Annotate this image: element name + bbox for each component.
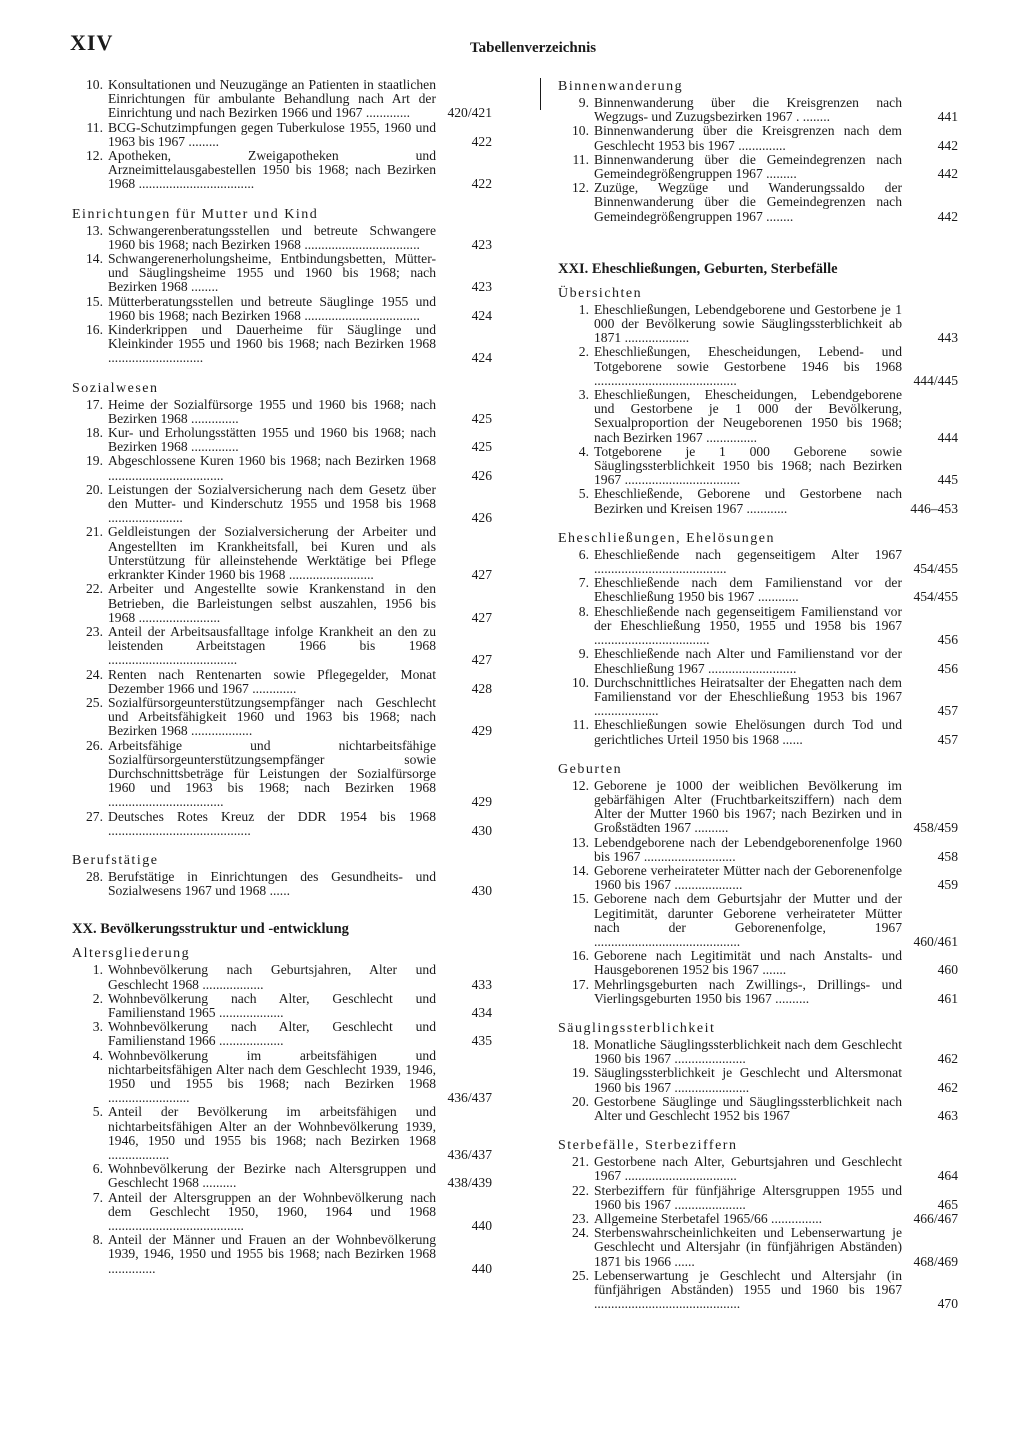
toc-entry: [72, 483, 492, 526]
toc-entry: [72, 696, 492, 739]
toc-section-sterbefaelle-sterbeziffern: [558, 1137, 958, 1311]
entry-title: Eheschließende nach Alter und Familienstand vor der Eheschließung 1967 ..........................: [594, 646, 902, 676]
entry-title: Deutsches Rotes Kreuz der DDR 1954 bis 1968 ..........................................: [108, 808, 436, 838]
part-title: XX. Bevölkerungsstruktur und -entwicklung: [72, 921, 349, 938]
entry-number: 8.: [92, 1232, 103, 1248]
entry-number: 3.: [578, 387, 589, 403]
toc-section-einrichtungen-fuer-mutter-und-kind: [72, 206, 492, 366]
entry-number: 28.: [86, 868, 103, 884]
entry-title: Wohnbevölkerung nach Alter, Geschlecht und Familienstand 1966 ...................: [108, 1019, 436, 1049]
entry-title: Heime der Sozialfürsorge 1955 und 1960 bis 1968; nach Bezirken 1968 ..............: [108, 396, 436, 426]
entry-title: Binnenwanderung über die Kreisgrenzen nach Wegzugs- und Zuzugsbezirken 1967 . ........: [594, 95, 902, 125]
entry-title: Apotheken, Zweigapotheken und Arzneimittelausgabestellen 1950 bis 1968; nach Bezirken 1968 ..................................: [108, 148, 436, 192]
toc-entry: [72, 668, 492, 696]
entry-page-number: 423: [471, 236, 492, 252]
entry-page-number: 466/467: [913, 1211, 958, 1226]
toc-entry: [72, 810, 492, 838]
toc-entry: [558, 1038, 958, 1066]
running-title: Tabellenverzeichnis: [470, 40, 597, 56]
entry-title: Mütterberatungsstellen und betreute Säuglinge 1955 und 1960 bis 1968; nach Bezirken 1968 ..................................: [108, 293, 436, 323]
group-title: Binnenwanderung: [558, 79, 684, 94]
entry-page-number: 420/421: [447, 105, 492, 121]
entry-title: Lebendgeborene nach der Lebendgeborenenfolge 1960 bis 1967 ...........................: [594, 834, 902, 864]
entry-number: 14.: [572, 862, 589, 878]
toc-entry: [558, 445, 958, 488]
entry-title: Eheschließende nach dem Familienstand vor der Eheschließung 1950 bis 1967 ............: [594, 575, 902, 605]
entry-page-number: 454/455: [913, 589, 958, 605]
page-number: XIV: [70, 30, 114, 55]
toc-entry: [72, 582, 492, 625]
entry-number: 6.: [578, 546, 589, 562]
group-title: Eheschließungen, Ehelösungen: [558, 530, 775, 546]
toc-entry: [72, 992, 492, 1020]
toc-entry: [558, 124, 958, 152]
entry-page-number: 427: [471, 652, 492, 668]
entry-page-number: 470: [937, 1296, 958, 1312]
toc-entry: [558, 1269, 958, 1312]
toc-entry: [558, 1095, 958, 1123]
toc-entry: [558, 864, 958, 892]
entry-title: Totgeborene je 1 000 Geborene sowie Säuglingssterblichkeit 1950 bis 1968; nach Bezirken 1967 ..................................: [594, 443, 902, 488]
entry-number: 27.: [86, 808, 103, 824]
entry-page-number: 459: [937, 877, 958, 893]
toc-entry: [72, 224, 492, 252]
entry-number: 22.: [86, 581, 103, 597]
entry-page-number: 427: [471, 567, 492, 583]
entry-page-number: 438/439: [447, 1175, 492, 1191]
toc-entry: [558, 647, 958, 675]
entry-title: Zuzüge, Wegzüge und Wanderungssaldo der Binnenwanderung über die Gemeindegrenzen nach Gemeindegrößengruppen 1967 ........: [594, 180, 902, 224]
entry-title: Geborene je 1000 der weiblichen Bevölkerung im gebärfähigen Alter (Fruchtbarkeitsziffern) nach dem Alter der Mutter 1960 bis 1967; nach Bezirken und in Großstädten 1967 ..........: [594, 777, 902, 836]
entry-page-number: 441: [937, 109, 958, 125]
entry-page-number: 440: [471, 1218, 492, 1234]
entry-page-number: 457: [937, 731, 958, 747]
entry-number: 4.: [92, 1047, 103, 1063]
toc-entry: [558, 388, 958, 445]
toc-entry: [558, 676, 958, 719]
toc-entry: [558, 303, 958, 346]
entry-number: 19.: [86, 453, 103, 469]
entry-title: Geborene nach dem Geburtsjahr der Mutter und der Legitimität, darunter Geborene verheirateter Mütter nach der Geborenenfolge, 1967 ...........................................: [594, 891, 902, 949]
entry-page-number: 424: [471, 307, 492, 323]
entry-page-number: 442: [937, 166, 958, 182]
entry-page-number: 440: [471, 1260, 492, 1276]
toc-entry: [558, 836, 958, 864]
entry-page-number: 429: [471, 794, 492, 810]
entry-page-number: 444/445: [913, 372, 958, 388]
toc-section-berufstaetige: [72, 852, 492, 898]
entry-number: 21.: [572, 1154, 589, 1170]
entry-page-number: 442: [937, 137, 958, 153]
toc-section-altersgliederung: [72, 920, 492, 1275]
toc-entry: [72, 78, 492, 121]
toc-entry: [72, 1162, 492, 1190]
toc-entry: [72, 1105, 492, 1162]
entry-number: 10.: [572, 123, 589, 139]
toc-entry: [72, 149, 492, 192]
entry-number: 18.: [86, 425, 103, 441]
entry-title: Geldleistungen der Sozialversicherung der Arbeiter und Angestellten im Krankheitsfall, bei Kuren und als Unterstützung für alleinstehende Werktätige bei Pflege erkrankter Kinder 1960 bis 1968 .........................: [108, 524, 436, 583]
entry-page-number: 434: [471, 1004, 492, 1020]
toc-section-geburten: [558, 761, 958, 1006]
group-title: Übersichten: [558, 285, 643, 301]
entry-title: Monatliche Säuglingssterblichkeit nach dem Geschlecht 1960 bis 1967 .....................: [594, 1036, 902, 1067]
entry-title: Abgeschlossene Kuren 1960 bis 1968; nach Bezirken 1968 ..................................: [108, 453, 436, 483]
entry-page-number: 430: [471, 822, 492, 838]
entry-title: Leistungen der Sozialversicherung nach dem Gesetz über den Mutter- und Kinderschutz 1955 und 1958 bis 1968 ......................: [108, 481, 436, 526]
entry-number: 5.: [92, 1104, 103, 1120]
entry-page-number: 428: [471, 680, 492, 696]
entry-page-number: 436/437: [447, 1090, 492, 1106]
entry-page-number: 442: [937, 208, 958, 224]
group-title: Säuglingssterblichkeit: [558, 1020, 716, 1036]
toc-entry: [558, 718, 958, 746]
entry-title: Eheschließende, Geborene und Gestorbene nach Bezirken und Kreisen 1967 ............: [594, 486, 902, 516]
entry-title: Mehrlingsgeburten nach Zwillings-, Drillings- und Vierlingsgeburten 1950 bis 1967 ..........: [594, 976, 902, 1006]
toc-entry: [558, 181, 958, 224]
toc-entry: [558, 605, 958, 648]
entry-page-number: 445: [937, 472, 958, 488]
toc-entry: [72, 398, 492, 426]
entry-number: 20.: [572, 1093, 589, 1109]
entry-page-number: 462: [937, 1051, 958, 1067]
entry-title: Sozialfürsorgeunterstützungsempfänger nach Geschlecht und Arbeitsfähigkeit 1960 und 1963 bis 1968; nach Bezirken 1968 ..................: [108, 694, 436, 739]
entry-number: 8.: [578, 603, 589, 619]
toc-entry: [72, 625, 492, 668]
entry-number: 10.: [86, 77, 103, 92]
entry-page-number: 427: [471, 609, 492, 625]
toc-entry: [558, 1155, 958, 1183]
entry-title: Eheschließende nach gegenseitigem Familienstand vor der Eheschließung 1950, 1955 und 1958 bis 1967 ..................................: [594, 603, 902, 648]
entry-number: 11.: [572, 717, 589, 733]
entry-title: Binnenwanderung über die Gemeindegrenzen nach Gemeindegrößengruppen 1967 .........: [594, 151, 902, 182]
entry-number: 16.: [572, 948, 589, 964]
entry-page-number: 435: [471, 1033, 492, 1049]
entry-page-number: 444: [937, 429, 958, 445]
entry-number: 23.: [572, 1211, 589, 1226]
toc-section-binnenwanderung: [558, 78, 958, 224]
entry-title: Renten nach Rentenarten sowie Pflegegelder, Monat Dezember 1966 und 1967 .............: [108, 666, 436, 696]
entry-page-number: 468/469: [913, 1253, 958, 1269]
entry-number: 6.: [92, 1161, 103, 1177]
entry-number: 14.: [86, 251, 103, 267]
entry-number: 25.: [572, 1267, 589, 1283]
toc-entry: [72, 1020, 492, 1048]
entry-page-number: 464: [937, 1168, 958, 1184]
entry-page-number: 463: [937, 1107, 958, 1123]
entry-title: Schwangerenerholungsheime, Entbindungsbetten, Mütter- und Säuglingsheime 1955 und 1960 bis 1968; nach Bezirken 1968 ........: [108, 251, 436, 295]
toc-entry: [72, 252, 492, 295]
toc-entry: [558, 548, 958, 576]
column-divider: [540, 78, 541, 110]
toc-entry: [72, 870, 492, 898]
toc-entry: [558, 345, 958, 388]
toc-section-saeuglingssterblichkeit: [558, 1020, 958, 1123]
toc-entry: [558, 978, 958, 1006]
entry-page-number: 458: [937, 848, 958, 864]
toc-entry: [558, 1212, 958, 1226]
entry-number: 20.: [86, 481, 103, 497]
toc-entry: [558, 892, 958, 949]
entry-title: Binnenwanderung über die Kreisgrenzen nach dem Geschlecht 1953 bis 1967 ..............: [594, 123, 902, 153]
toc-entry: [72, 1049, 492, 1106]
entry-page-number: 456: [937, 632, 958, 648]
toc-entry: [558, 779, 958, 836]
entry-number: 17.: [86, 396, 103, 412]
entry-number: 9.: [578, 646, 589, 662]
entry-page-number: 423: [471, 279, 492, 295]
group-title: Sozialwesen: [72, 380, 159, 396]
entry-number: 15.: [572, 891, 589, 907]
group-title: Berufstätige: [72, 852, 159, 868]
entry-title: Eheschließungen, Lebendgeborene und Gestorbene je 1 000 der Bevölkerung sowie Säuglingssterblichkeit ab 1871 ...................: [594, 301, 902, 346]
entry-title: Kinderkrippen und Dauerheime für Säuglinge und Kleinkinder 1955 und 1960 bis 1968; nach Bezirken 1968 ............................: [108, 322, 436, 366]
toc-entry: [72, 426, 492, 454]
entry-number: 5.: [578, 486, 589, 502]
entry-title: Eheschließende nach gegenseitigem Alter 1967 .......................................: [594, 546, 902, 577]
entry-title: Kur- und Erholungsstätten 1955 und 1960 bis 1968; nach Bezirken 1968 ..............: [108, 425, 436, 455]
entry-title: Eheschließungen sowie Ehelösungen durch Tod und gerichtliches Urteil 1950 bis 1968 ......: [594, 717, 902, 747]
group-title: Geburten: [558, 761, 623, 777]
entry-title: Anteil der Männer und Frauen an der Wohnbevölkerung 1939, 1946, 1950 und 1955 bis 1968; nach Bezirken 1968 ..............: [108, 1232, 436, 1276]
toc-entry: [72, 963, 492, 991]
entry-page-number: 443: [937, 330, 958, 346]
entry-title: BCG-Schutzimpfungen gegen Tuberkulose 1955, 1960 und 1963 bis 1967 .........: [108, 119, 436, 149]
entry-title: Durchschnittliches Heiratsalter der Ehegatten nach dem Familienstand vor der Eheschließung 1953 bis 1967 ...................: [594, 674, 902, 719]
toc-entry: [72, 295, 492, 323]
entry-page-number: 457: [937, 703, 958, 719]
entry-number: 13.: [86, 222, 103, 238]
entry-page-number: 426: [471, 467, 492, 483]
group-title: Einrichtungen für Mutter und Kind: [72, 206, 319, 222]
entry-number: 24.: [572, 1225, 589, 1241]
toc-entry: [72, 525, 492, 582]
entry-page-number: 446–453: [910, 500, 958, 516]
entry-title: Gestorbene Säuglinge und Säuglingssterblichkeit nach Alter und Geschlecht 1952 bis 1967: [594, 1093, 902, 1123]
entry-page-number: 433: [471, 976, 492, 992]
entry-page-number: 424: [471, 350, 492, 366]
toc-entry: [558, 153, 958, 181]
entry-page-number: 458/459: [913, 820, 958, 836]
entry-title: Berufstätige in Einrichtungen des Gesundheits- und Sozialwesens 1967 und 1968 ......: [108, 868, 436, 899]
entry-title: Säuglingssterblichkeit je Geschlecht und Altersmonat 1960 bis 1967 ......................: [594, 1065, 902, 1095]
entry-number: 11.: [86, 119, 103, 135]
toc-entry: [72, 739, 492, 810]
entry-page-number: 460/461: [913, 933, 958, 949]
entry-title: Sterbeziffern für fünfjährige Altersgruppen 1955 und 1960 bis 1967 .....................: [594, 1182, 902, 1212]
entry-title: Gestorbene nach Alter, Geburtsjahren und Geschlecht 1967 .................................: [594, 1154, 902, 1184]
entry-number: 1.: [92, 962, 103, 978]
entry-number: 2.: [92, 990, 103, 1006]
entry-title: Wohnbevölkerung nach Alter, Geschlecht und Familienstand 1965 ...................: [108, 990, 436, 1020]
toc-entry: [72, 1191, 492, 1234]
toc-entry: [558, 487, 958, 515]
entry-number: 12.: [572, 180, 589, 196]
entry-number: 17.: [572, 976, 589, 992]
toc-entry: [558, 96, 958, 124]
entry-title: Schwangerenberatungsstellen und betreute Schwangere 1960 bis 1968; nach Bezirken 1968 ..................................: [108, 222, 436, 252]
entry-title: Geborene verheirateter Mütter nach der Geborenenfolge 1960 bis 1967 ....................: [594, 862, 902, 893]
entry-page-number: 425: [471, 439, 492, 455]
entry-number: 12.: [572, 777, 589, 793]
part-title: XXI. Eheschließungen, Geburten, Sterbefälle: [558, 260, 838, 277]
entry-number: 9.: [578, 95, 589, 110]
entry-title: Konsultationen und Neuzugänge an Patienten in staatlichen Einrichtungen für ambulante Behandlung nach Art der Einrichtung und nach Bezirken 1966 und 1967 .............: [108, 77, 436, 121]
toc-entry: [558, 1184, 958, 1212]
entry-page-number: 425: [471, 410, 492, 426]
entry-page-number: 422: [471, 133, 492, 149]
entry-number: 26.: [86, 737, 103, 753]
toc-entry: [558, 1066, 958, 1094]
toc-section-sozialwesen: [72, 380, 492, 838]
entry-page-number: 426: [471, 510, 492, 526]
entry-title: Wohnbevölkerung der Bezirke nach Altersgruppen und Geschlecht 1968 ..........: [108, 1161, 436, 1191]
toc-section-eheschliessungen-eheloesungen: [558, 530, 958, 747]
toc-section-uebersichten: [558, 260, 958, 516]
toc-entry: [558, 576, 958, 604]
toc-entry: [72, 454, 492, 482]
group-title: Altersgliederung: [72, 946, 191, 962]
left-column: [72, 78, 492, 1276]
entry-page-number: 422: [471, 176, 492, 192]
entry-number: 21.: [86, 524, 103, 540]
entry-number: 15.: [86, 293, 103, 309]
entry-title: Lebenserwartung je Geschlecht und Altersjahr (in fünfjährigen Abständen) 1955 und 1960 bis 1967 ...........................................: [594, 1267, 902, 1312]
entry-title: Sterbenswahrscheinlichkeiten und Lebenserwartung je Geschlecht und Altersjahr (in fünfjährigen Abständen) 1871 bis 1966 ......: [594, 1225, 902, 1269]
entry-title: Eheschließungen, Ehescheidungen, Lebend- und Totgeborene sowie Gestorbene 1946 bis 1968 ..........................................: [594, 344, 902, 388]
entry-number: 1.: [578, 301, 589, 317]
entry-number: 7.: [92, 1189, 103, 1205]
entry-page-number: 465: [937, 1196, 958, 1212]
entry-title: Anteil der Bevölkerung im arbeitsfähigen und nichtarbeitsfähigen Alter an der Wohnbevölkerung 1939, 1946, 1950 und 1955 bis 1968; nach Bezirken 1968 ..................: [108, 1104, 436, 1162]
toc-entry: [558, 1226, 958, 1269]
entry-number: 7.: [578, 575, 589, 591]
entry-number: 22.: [572, 1182, 589, 1198]
entry-title: Arbeitsfähige und nichtarbeitsfähige Sozialfürsorgeunterstützungsempfänger sowie Durchschnittsbeträge für Leistungen der Sozialfürsorge 1960 und 1963 bis 1968; nach Bezirken 1968 ..................................: [108, 737, 436, 810]
toc-entry: [72, 323, 492, 366]
entry-number: 10.: [572, 674, 589, 690]
entry-title: Anteil der Arbeitsausfalltage infolge Krankheit an den zu leistenden Arbeitstagen 1966 bis 1968 ......................................: [108, 623, 436, 668]
toc-entry: [72, 1233, 492, 1276]
entry-number: 18.: [572, 1036, 589, 1052]
entry-page-number: 454/455: [913, 561, 958, 577]
entry-number: 4.: [578, 443, 589, 459]
entry-number: 12.: [86, 148, 103, 164]
entry-number: 3.: [92, 1019, 103, 1035]
entry-number: 2.: [578, 344, 589, 360]
entry-title: Anteil der Altersgruppen an der Wohnbevölkerung nach dem Geschlecht 1950, 1960, 1964 und 1968 ........................................: [108, 1189, 436, 1234]
entry-title: Wohnbevölkerung nach Geburtsjahren, Alter und Geschlecht 1968 ..................: [108, 962, 436, 992]
entry-title: Eheschließungen, Ehescheidungen, Lebendgeborene und Gestorbene je 1 000 der Bevölkerung, Sexualproportion der Neugeborenen 1950 bis 1968; nach Bezirken 1967 ...............: [594, 387, 902, 445]
entry-number: 11.: [572, 151, 589, 167]
entry-number: 24.: [86, 666, 103, 682]
right-column: [558, 78, 958, 1311]
entry-page-number: 460: [937, 962, 958, 978]
entry-number: 25.: [86, 694, 103, 710]
entry-page-number: 436/437: [447, 1147, 492, 1162]
entry-title: Allgemeine Sterbetafel 1965/66 ...............: [594, 1211, 823, 1226]
toc-entry: [558, 949, 958, 977]
group-title: Sterbefälle, Sterbeziffern: [558, 1138, 738, 1154]
entry-page-number: 430: [471, 883, 492, 899]
entry-page-number: 429: [471, 723, 492, 739]
entry-title: Geborene nach Legitimität und nach Anstalts- und Hausgeborenen 1952 bis 1967 .......: [594, 948, 902, 978]
entry-number: 13.: [572, 834, 589, 850]
entry-number: 16.: [86, 322, 103, 338]
entry-page-number: 461: [937, 990, 958, 1006]
entry-number: 19.: [572, 1065, 589, 1081]
entry-title: Wohnbevölkerung im arbeitsfähigen und nichtarbeitsfähigen Alter nach dem Geschlecht 1939, 1946, 1950 und 1955 bis 1968; nach Bezirken 1968 ........................: [108, 1047, 436, 1106]
entry-title: Arbeiter und Angestellte sowie Krankenstand in den Betrieben, die Barleistungen selbst auszahlen, 1956 bis 1968 ........................: [108, 581, 436, 625]
entry-page-number: 456: [937, 660, 958, 676]
entry-number: 23.: [86, 623, 103, 639]
toc-entry: [72, 121, 492, 149]
entry-page-number: 462: [937, 1079, 958, 1095]
toc-section-continued: [72, 78, 492, 192]
